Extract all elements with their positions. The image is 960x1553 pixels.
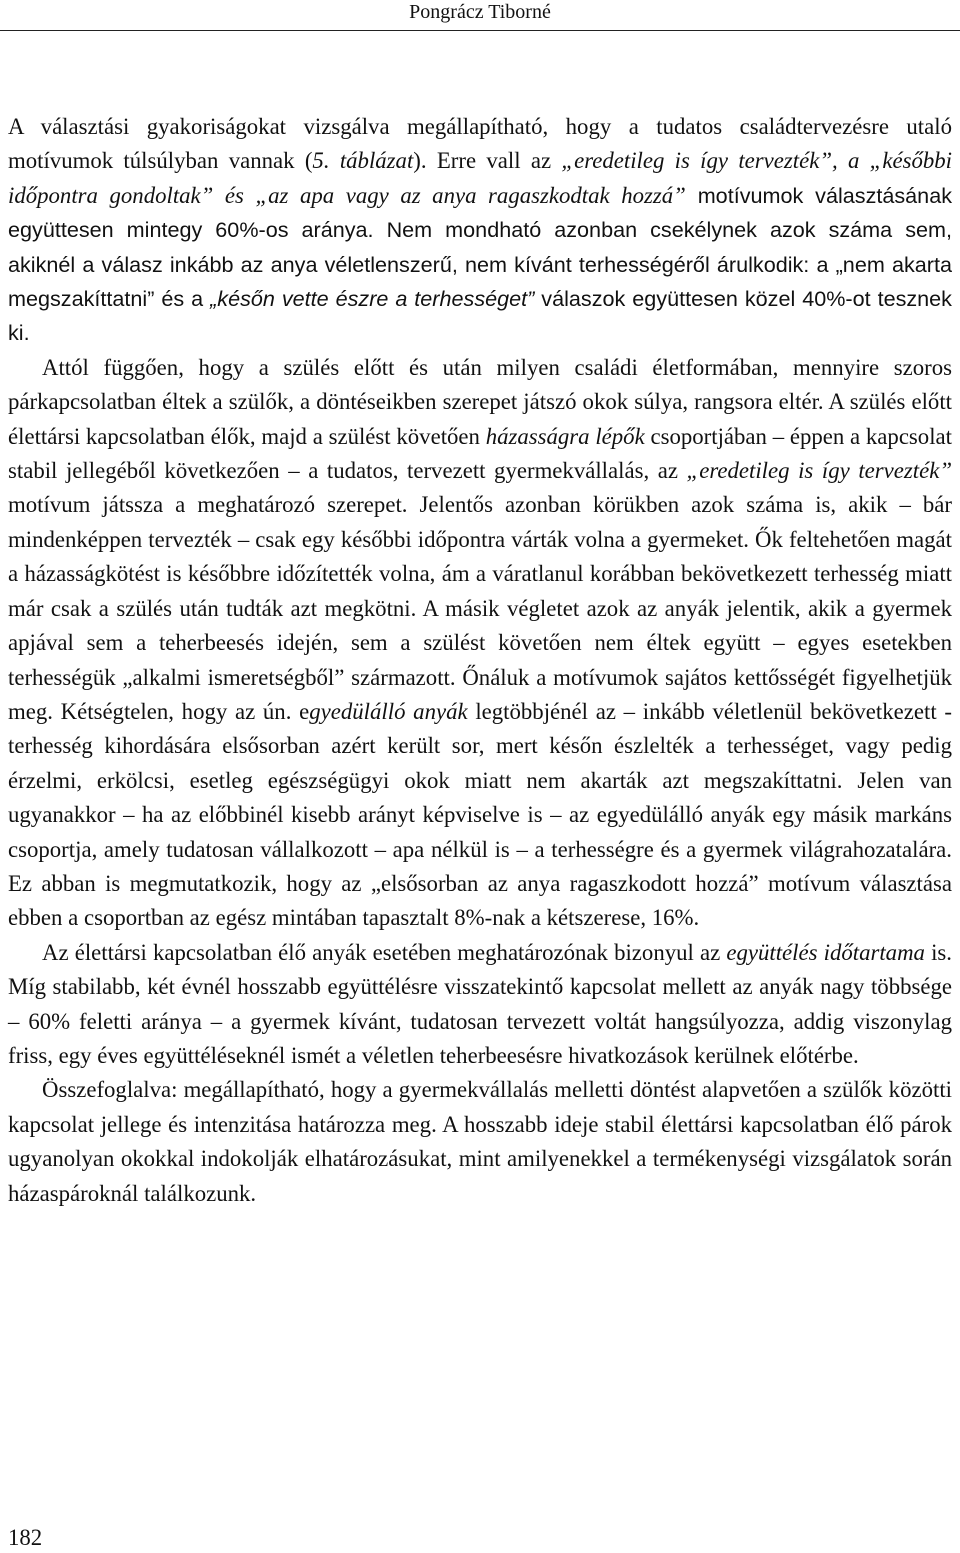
paragraph: [8, 1073, 952, 1211]
italic-text: házasságra lépők: [485, 423, 645, 449]
text-run: motívum játssza a meghatározó szerepet. Jelentős azonban körükben azok száma is, akik – bár mindenképpen tervezték – csak egy későbbi időpontra várták volna a gyermeket. Ők feltehetően magát a házasságkötést is későbbre időzítették volna, ám a váratlanul korábban bekövetkezett terhesség miatt már csak a szülés után tudták azt megkötni. A másik végletet azok az anyák jelentik, akik a gyermek apjával sem a teherbeesés idején, sem a szülést követően nem éltek együtt – egyes esetekben terhességük „alkalmi ismeretségből” származott. Őnáluk a motívumok sajátos kettősségét figyelhetjük meg. Kétségtelen, hogy az ún. e: [8, 492, 952, 724]
paragraph: [8, 110, 952, 351]
text-run: Attól függően, hogy a szülés előtt és után milyen családi életformában, mennyire szoros párkapcsolatban éltek a szülők, a döntéseikben szerepet játszó okok súlya, rangsora eltér. A szülés előtt élettársi kapcsolatban élők, majd a szülést követően: [8, 354, 952, 449]
text-run: Az élettársi kapcsolatban élő anyák esetében meghatározónak bizonyul az: [42, 939, 727, 965]
italic-text: „eredetileg is így tervezték”, a „későbbi időpontra gondoltak” és „az apa vagy az anya ragaszkodtak hozzá”: [8, 148, 952, 208]
page-number: 182: [8, 1525, 43, 1550]
paragraph: [8, 936, 952, 1074]
text-run: motívumok választásának együttesen mintegy 60%-os aránya. Nem mondható azonban csekélynek azok száma sem, akiknél a válasz inkább az anya véletlenszerű, nem kívánt terhességéről árulkodik: a „nem akarta megszakíttatni” és a: [8, 182, 952, 312]
text-run: is. Míg stabilabb, két évnél hosszabb együttélésre visszatekintő kapcsolat mellett az anyák nagy többsége – 60% feletti aránya – a gyermek kívánt, tudatosan tervezett voltát hangsúlyozza, addig viszonylag friss, egy éves együttéléseknél ismét a véletlen teherbeesésre hivatkozások kerülnek előtérbe.: [8, 939, 952, 1068]
text-run: legtöbbjénél az – inkább véletlenül bekövetkezett - terhesség kihordására elsősorban azért került sor, mert későn észlelték a terhességet, vagy pedig érzelmi, erkölcsi, esetleg egészségügyi okok miatt nem akarták azt megszakíttatni. Jelen van ugyanakkor – ha az előbbinél kisebb arányt képviselve is – az egyedülálló anyák egy másik markáns csoportja, amely tudatosan vállalkozott – apa nélkül is – a terhességre és a gyermek világrahozatalára. Ez abban is megmutatkozik, hogy az „elsősorban az anya ragaszkodott hozzá” motívum választása ebben a csoportban az egész mintában tapasztalt 8%-nak a kétszerese, 16%.: [8, 698, 952, 931]
text-run: A választási gyakoriságokat vizsgálva megállapítható, hogy a tudatos családtervezésre utaló motívumok túlsúlyban vannak (: [8, 114, 952, 174]
italic-text: „későn vette észre a terhességet”: [210, 286, 535, 312]
text-run: válaszok együttesen közel 40%-ot tesznek ki.: [8, 286, 952, 346]
text-run: csoportjában – éppen a kapcsolat stabil jellegéből következően – a tudatos, tervezett gyermekvállalás, az: [8, 423, 952, 484]
italic-text: 5. táblázat: [312, 148, 414, 174]
text-run: ). Erre vall az: [413, 148, 562, 174]
running-header: [0, 0, 960, 31]
italic-text: „eredetileg is így tervezték”: [686, 458, 952, 484]
body-text: [8, 110, 952, 1211]
text-run: Összefoglalva: megállapítható, hogy a gyermekvállalás melletti döntést alapvetően a szülők közötti kapcsolat jellege és intenzitása határozza meg. A hosszabb ideje stabil élettársi kapcsolatban élő párok ugyanolyan okokkal indokolják elhatározásukat, mint amilyenekkel a termékenységi vizsgálatok során házaspároknál találkozunk.: [8, 1077, 952, 1206]
header-author: Pongrácz Tiborné: [409, 1, 551, 23]
italic-text: gyedülálló anyák: [309, 698, 468, 724]
italic-text: együttélés időtartama: [726, 939, 925, 965]
paragraph: [8, 351, 952, 936]
